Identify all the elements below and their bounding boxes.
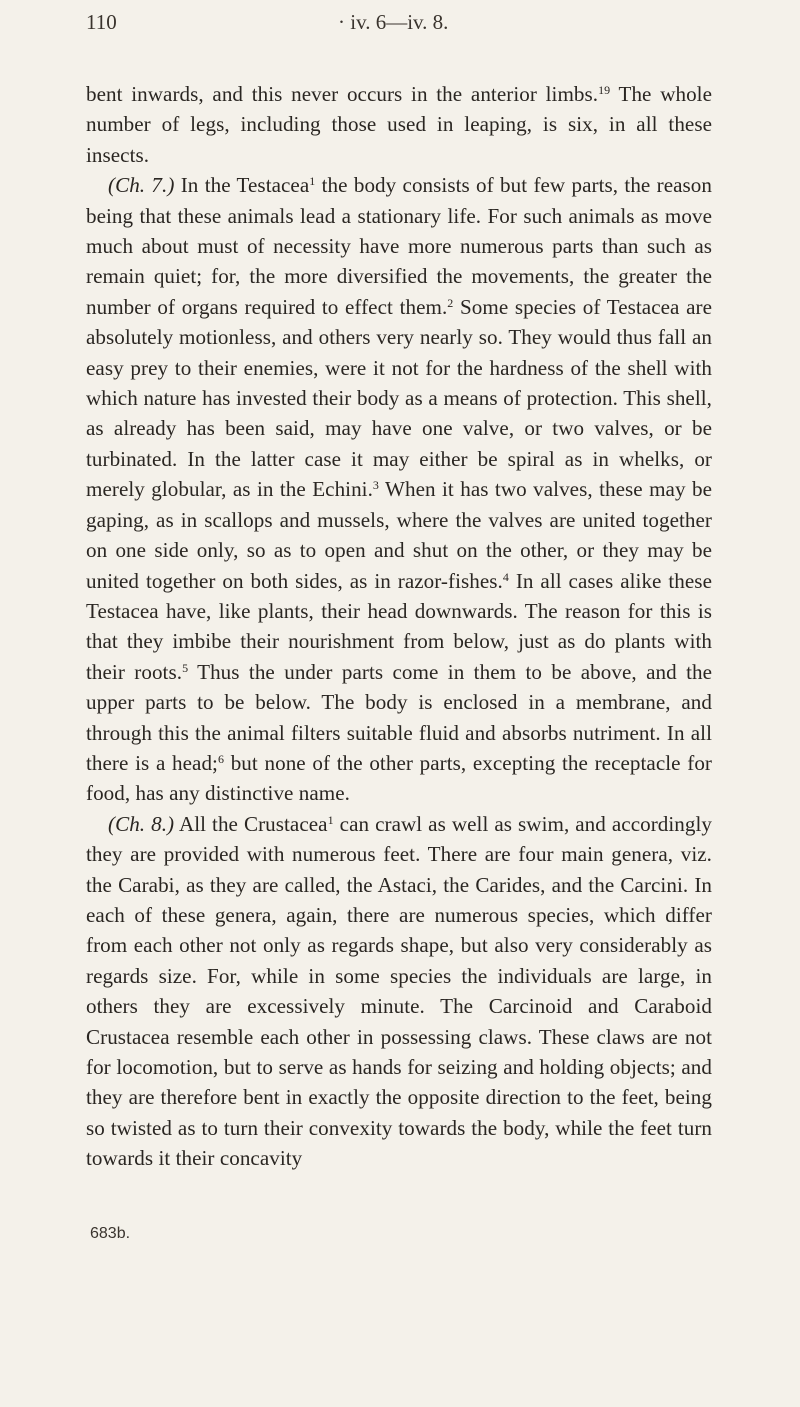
footnote-ref: 5 bbox=[182, 660, 189, 675]
text-run: In all cases alike these Testacea have, like plants, their head downwards. The reason for this is that they imbibe their nourishment from below, just as do plants with their roots. bbox=[86, 568, 712, 684]
text-run: The whole number of legs, including those used in leaping, is six, in all these insects. bbox=[86, 82, 712, 167]
footnote-ref: 1 bbox=[327, 812, 334, 827]
paragraph bbox=[86, 809, 712, 1174]
text-run: Some species of Testacea are absolutely motionless, and others very nearly so. They would thus fall an easy prey to their enemies, were it not for the hardness of the shell with which nature has invested their body as a means of protection. This shell, as already has been said, may have one valve, or two valves, or be turbinated. In the latter case it may either be spiral as in whelks, or merely globular, as in the Echini. bbox=[86, 294, 712, 502]
signature-mark: 683b. bbox=[90, 1225, 131, 1242]
text-run: but none of the other parts, excepting the receptacle for food, has any distinctive name. bbox=[86, 750, 712, 806]
text-run: bent inwards, and this never occurs in the anterior limbs. bbox=[86, 82, 599, 106]
text-run: All the Crustacea bbox=[174, 811, 328, 836]
paragraph bbox=[86, 79, 712, 170]
footnote-ref: 2 bbox=[447, 295, 454, 310]
paragraph bbox=[86, 170, 712, 809]
chapter-marker: (Ch. 7.) bbox=[108, 173, 175, 198]
text-run: the body consists of but few parts, the reason being that these animals lead a stationary life. For such animals as move much about must of necessity have more numerous parts than such as remain quiet; for, the more diversified the movements, the greater the number of organs required to effect them. bbox=[86, 173, 712, 319]
chapter-reference: · iv. 6—iv. 8. bbox=[338, 10, 449, 34]
footnote-ref: 3 bbox=[372, 478, 379, 493]
page-number: 110 bbox=[86, 10, 117, 34]
footnote-ref: 4 bbox=[502, 569, 509, 584]
text-run: can crawl as well as swim, and accordingly they are provided with numerous feet. There are four main genera, viz. the Carabi, as they are called, the Astaci, the Carides, and the Carcini. In each of these genera, again, there are numerous species, which differ from each other not only as regards shape, but also very considerably as regards size. For, while in some species the individuals are large, in others they are excessively minute. The Carcinoid and Caraboid Crustacea resemble each other in possessing claws. These claws are not for locomotion, but to serve as hands for seizing and holding objects; and they are therefore bent in exactly the opposite direction to the feet, being so twisted as to turn their convexity towards the body, while the feet turn towards it their concavity bbox=[86, 811, 712, 1171]
chapter-marker: (Ch. 8.) bbox=[108, 811, 175, 836]
running-header bbox=[86, 10, 714, 34]
footnote-ref: 19 bbox=[598, 83, 611, 97]
body-text bbox=[86, 79, 712, 1174]
footnote-ref: 6 bbox=[217, 751, 225, 766]
text-run: Thus the under parts come in them to be above, and the upper parts to be below. The body is enclosed in a membrane, and through this the animal filters suitable fluid and absorbs nutriment. In all there is a head; bbox=[86, 659, 712, 775]
text-run: When it has two valves, these may be gaping, as in scallops and mussels, where the valves are united together on one side only, so as to open and shut on the other, or they may be united together on both sides, as in razor-fishes. bbox=[86, 477, 712, 593]
footnote-ref: 1 bbox=[309, 174, 316, 189]
text-run: In the Testacea bbox=[174, 173, 310, 198]
